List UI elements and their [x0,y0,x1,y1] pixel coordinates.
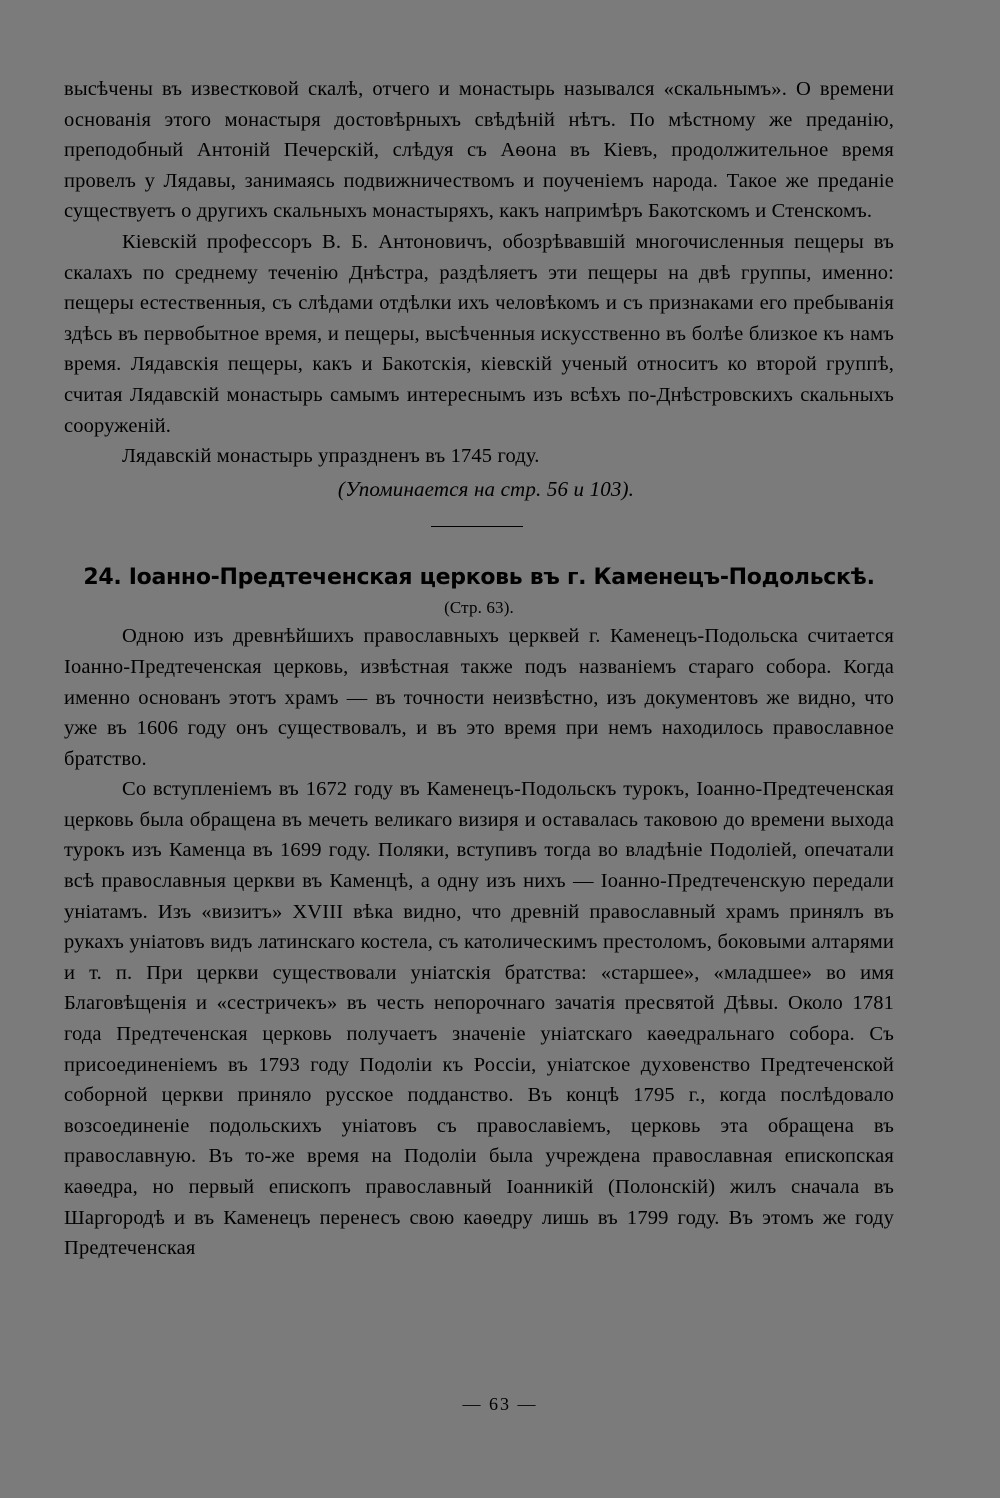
paragraph-church-history: Со вступленіемъ въ 1672 году въ Каменецъ-Подольскъ турокъ, Іоанно-Предтеченская церковь была обращена въ мечеть великаго визиря и оставалась таковою до времени выхода турокъ изъ Каменца въ 1699 году. Поляки, вступивъ тогда во владѣніе Подоліей, опечатали всѣ православныя церкви въ Каменцѣ, а одну изъ нихъ — Іоанно-Предтеченскую передали уніатамъ. Изъ «визитъ» XVIII вѣка видно, что древній православный храмъ принялъ въ рукахъ уніатовъ видъ латинскаго костела, съ католическимъ престоломъ, боковыми алтарями и т. п. При церкви существовали уніатскія братства: «старшее», «младшее» во имя Благовѣщенія и «сестричекъ» въ честь непорочнаго зачатія пресвятой Дѣвы. Около 1781 года Предтеченская церковь получаетъ значеніе уніатскаго каѳедральнаго собора. Съ присоединеніемъ въ 1793 году Подоліи къ Россіи, уніатское духовенство Предтеченской соборной церкви приняло русское подданство. Въ концѣ 1795 г., когда послѣдовало возсоединеніе подольскихъ уніатовъ съ православіемъ, церковь эта обращена въ православную. Въ то-же время на Подоліи была учреждена православная епископская каѳедра, но первый епископъ православный Іоанникій (Полонскій) жилъ сначала въ Шаргородѣ и въ Каменецъ перенесъ свою каѳедру лишь въ 1799 году. Въ этомъ же году Предтеченская [64,778,894,1260]
page-number: — 63 — [462,1394,538,1414]
paragraph-church-origin: Одною изъ древнѣйшихъ православныхъ церквей г. Каменецъ-Подольска считается Іоанно-Предтеченская церковь, извѣстная также подъ названіемъ стараго собора. Когда именно основанъ этотъ храмъ — въ точности неизвѣстно, изъ документовъ же видно, что уже въ 1606 году онъ существовалъ, и въ это время при немъ находилось православное братство. [64,625,894,770]
paragraph-antonovich: Кіевскій профессоръ В. Б. Антоновичъ, обозрѣвавшій многочисленныя пещеры въ скалахъ по среднему теченію Днѣстра, раздѣляетъ эти пещеры на двѣ группы, именно: пещеры естественныя, съ слѣдами отдѣлки ихъ человѣкомъ и съ признаками его пребыванія здѣсь въ первобытное время, и пещеры, высѣченныя искусственно въ болѣе близкое къ намъ время. Лядавскія пещеры, какъ и Бакотскія, кіевскій ученый относитъ ко второй группѣ, считая Лядавскій монастырь самымъ интереснымъ изъ всѣхъ по-Днѣстровскихъ скальныхъ сооруженій. [64,230,894,437]
reference-note: (Упоминается на стр. 56 и 103). [337,476,635,501]
section-divider [431,526,523,527]
section-heading: 24. Іоанно-Предтеченская церковь въ г. Каменецъ-Подольскѣ. [83,565,875,591]
paragraph-caves-intro: высѣчены въ известковой скалѣ, отчего и монастырь назывался «скальнымъ». О времени основанія этого монастыря достовѣрныхъ свѣдѣній нѣтъ. По мѣстному же преданію, преподобный Антоній Печерскій, слѣдуя съ Аѳона въ Кіевъ, продолжительное время провелъ у Лядавы, занимаясь подвижничествомъ и поученіемъ народа. Такое же преданіе существуетъ о другихъ скальныхъ монастыряхъ, какъ напримѣръ Бакотскомъ и Стенскомъ. [64,78,894,223]
page-text-column [64,74,894,1264]
section-page-ref: (Стр. 63). [444,598,514,618]
paragraph-abolished: Лядавскій монастырь упраздненъ въ 1745 году. [122,445,540,468]
